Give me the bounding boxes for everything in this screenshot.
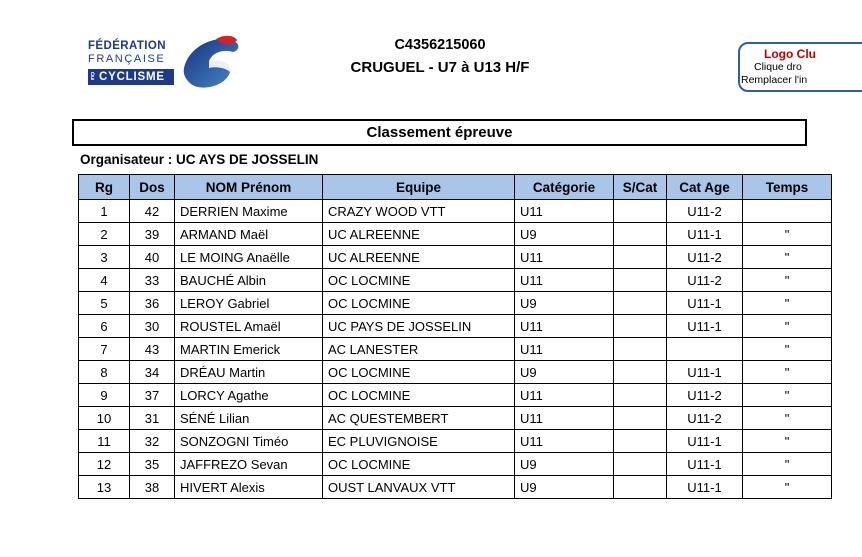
cell-rg: 9 [79,384,130,407]
classement-banner: Classement épreuve [72,119,807,146]
cell-nom: ROUSTEL Amaël [175,315,323,338]
cell-rg: 4 [79,269,130,292]
ffc-federation-label: FÉDÉRATION [88,40,166,52]
race-code: C4356215060 [394,37,486,53]
cell-catage: U11-2 [667,246,743,269]
cell-dos: 37 [130,384,175,407]
table-row [79,407,832,430]
cell-rg: 8 [79,361,130,384]
cell-dos: 43 [130,338,175,361]
cell-catage: U11-2 [667,200,743,223]
logo-club-title: Logo Clu [764,47,816,61]
cell-rg: 10 [79,407,130,430]
cell-equipe: UC ALREENNE [323,223,515,246]
cell-nom: JAFFREZO Sevan [175,453,323,476]
table-row [79,476,832,499]
cell-nom: SÉNÉ Lilian [175,407,323,430]
column-header-equipe: Equipe [323,175,515,200]
cell-dos: 34 [130,361,175,384]
cell-scat [614,200,667,223]
results-table-head [79,175,832,200]
cell-dos: 39 [130,223,175,246]
cell-equipe: OC LOCMINE [323,384,515,407]
cell-equipe: OC LOCMINE [323,453,515,476]
table-row [79,453,832,476]
cell-scat [614,338,667,361]
cell-scat [614,430,667,453]
cell-rg: 13 [79,476,130,499]
cell-nom: ARMAND Maël [175,223,323,246]
cell-nom: HIVERT Alexis [175,476,323,499]
cell-categorie: U9 [515,223,614,246]
cell-dos: 32 [130,430,175,453]
cell-temps: " [743,384,832,407]
cell-scat [614,384,667,407]
ffc-logo-text [88,40,180,85]
column-header-rg: Rg [79,175,130,200]
cell-catage: U11-2 [667,269,743,292]
race-title: CRUGUEL - U7 à U13 H/F [350,59,530,76]
cell-dos: 31 [130,407,175,430]
cell-categorie: U11 [515,200,614,223]
cell-categorie: U9 [515,361,614,384]
cell-scat [614,361,667,384]
cell-categorie: U11 [515,384,614,407]
cell-dos: 40 [130,246,175,269]
cell-scat [614,223,667,246]
cell-categorie: U9 [515,476,614,499]
logo-club-instruction-1: Clique dro [754,61,802,73]
cell-temps: " [743,361,832,384]
cell-temps: " [743,315,832,338]
cell-nom: MARTIN Emerick [175,338,323,361]
table-row [79,223,832,246]
results-table [78,174,832,499]
cell-categorie: U11 [515,269,614,292]
cell-dos: 36 [130,292,175,315]
logo-club-placeholder[interactable] [738,42,862,92]
cell-categorie: U9 [515,292,614,315]
cell-rg: 7 [79,338,130,361]
cell-scat [614,407,667,430]
cell-categorie: U11 [515,315,614,338]
cell-rg: 2 [79,223,130,246]
ffc-cyclisme-bar [88,69,174,85]
cell-catage: U11-2 [667,384,743,407]
cell-equipe: OC LOCMINE [323,361,515,384]
cell-nom: DRÉAU Martin [175,361,323,384]
cell-scat [614,292,667,315]
cell-temps [743,200,832,223]
table-row [79,246,832,269]
cell-scat [614,246,667,269]
cell-temps: " [743,476,832,499]
cell-equipe: UC ALREENNE [323,246,515,269]
cell-catage: U11-1 [667,476,743,499]
column-header-nom: NOM Prénom [175,175,323,200]
cell-rg: 1 [79,200,130,223]
table-row [79,361,832,384]
cell-temps: " [743,453,832,476]
ffc-cyclisme-label: CYCLISME [99,71,165,83]
cell-nom: SONZOGNI Timéo [175,430,323,453]
organizer-line: Organisateur : UC AYS DE JOSSELIN [80,152,319,167]
cell-equipe: EC PLUVIGNOISE [323,430,515,453]
column-header-categorie: Catégorie [515,175,614,200]
cell-temps: " [743,246,832,269]
cell-equipe: AC LANESTER [323,338,515,361]
cell-categorie: U9 [515,453,614,476]
cell-temps: " [743,223,832,246]
table-row [79,338,832,361]
table-row [79,315,832,338]
table-row [79,430,832,453]
title-block [240,36,640,78]
cell-nom: DERRIEN Maxime [175,200,323,223]
cell-temps: " [743,292,832,315]
cell-temps: " [743,430,832,453]
cell-scat [614,453,667,476]
cell-rg: 3 [79,246,130,269]
cell-catage: U11-1 [667,453,743,476]
cell-nom: BAUCHÉ Albin [175,269,323,292]
cell-dos: 30 [130,315,175,338]
table-row [79,292,832,315]
cell-catage [667,338,743,361]
cell-equipe: CRAZY WOOD VTT [323,200,515,223]
cell-equipe: OC LOCMINE [323,269,515,292]
ffc-logo [88,40,244,98]
cell-temps: " [743,338,832,361]
table-row [79,384,832,407]
column-header-temps: Temps [743,175,832,200]
cell-rg: 5 [79,292,130,315]
cell-temps: " [743,407,832,430]
cell-scat [614,476,667,499]
cell-rg: 12 [79,453,130,476]
cell-catage: U11-1 [667,430,743,453]
cell-catage: U11-1 [667,361,743,384]
header-row [79,175,832,200]
cell-categorie: U11 [515,246,614,269]
cell-catage: U11-1 [667,292,743,315]
table-row [79,200,832,223]
table-row [79,269,832,292]
cell-nom: LORCY Agathe [175,384,323,407]
cell-dos: 35 [130,453,175,476]
cell-equipe: OC LOCMINE [323,292,515,315]
cell-equipe: AC QUESTEMBERT [323,407,515,430]
cell-temps: " [743,269,832,292]
ffc-de-label: DE [91,72,95,82]
column-header-scat: S/Cat [614,175,667,200]
cell-equipe: OUST LANVAUX VTT [323,476,515,499]
cell-categorie: U11 [515,338,614,361]
cell-rg: 6 [79,315,130,338]
cell-equipe: UC PAYS DE JOSSELIN [323,315,515,338]
cell-rg: 11 [79,430,130,453]
cell-dos: 42 [130,200,175,223]
column-header-catage: Cat Age [667,175,743,200]
cell-categorie: U11 [515,407,614,430]
cell-catage: U11-1 [667,315,743,338]
cell-catage: U11-2 [667,407,743,430]
ffc-francaise-label: FRANÇAISE [88,53,166,65]
cell-dos: 38 [130,476,175,499]
cell-categorie: U11 [515,430,614,453]
cell-catage: U11-1 [667,223,743,246]
cell-scat [614,315,667,338]
results-table-body [79,200,832,499]
column-header-dos: Dos [130,175,175,200]
cell-nom: LE MOING Anaëlle [175,246,323,269]
ffc-swoosh-icon [176,30,244,98]
cell-scat [614,269,667,292]
logo-club-instruction-2: Remplacer l'in [741,74,808,86]
cell-dos: 33 [130,269,175,292]
cell-nom: LEROY Gabriel [175,292,323,315]
